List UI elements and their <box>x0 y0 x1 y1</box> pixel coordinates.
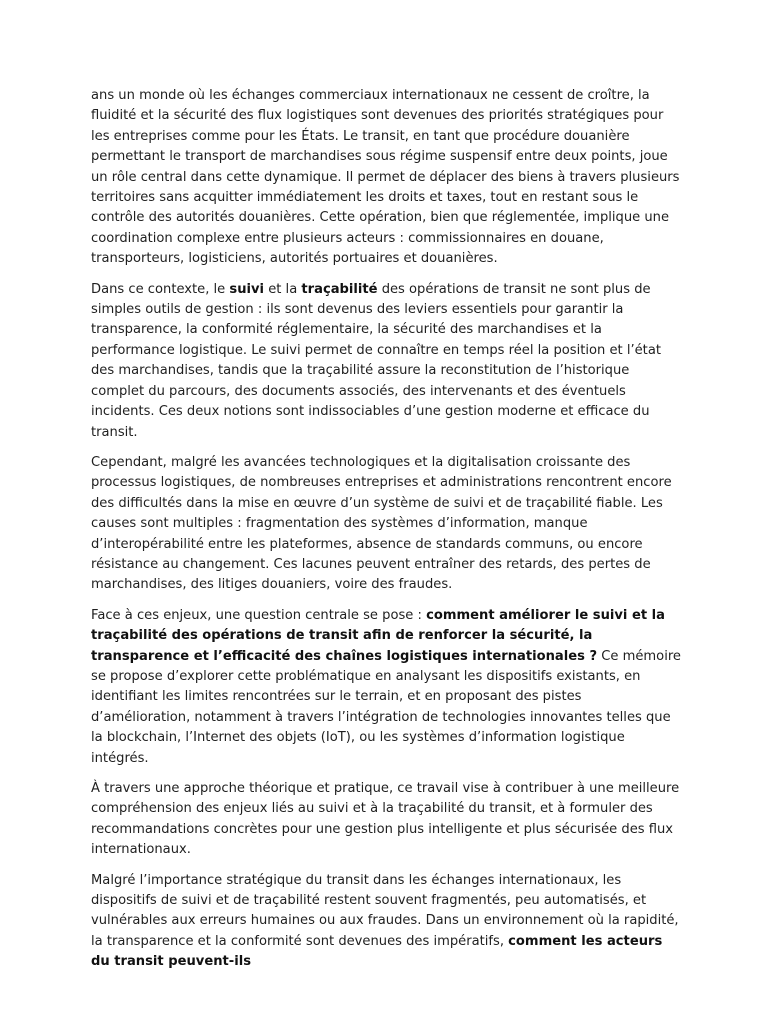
paragraph-6 <box>91 871 681 973</box>
paragraph-2 <box>91 280 681 443</box>
text-run: et la <box>264 281 302 297</box>
text-run: des opérations de transit ne sont plus de simples outils de gestion : ils sont devenus des leviers essentiels pour garantir la transparence, la conformité réglementaire, la sécurité des marchandises et la performance logistique. Le suivi permet de connaître en temps réel la position et l’état des marchandises, tandis que la traçabilité assure la reconstitution de l’historique complet du parcours, des documents associés, des intervenants et des éventuels incidents. Ces deux notions sont indissociables d’une gestion moderne et efficace du transit. <box>91 281 661 440</box>
text-run: Dans ce contexte, le <box>91 281 230 297</box>
paragraph-4 <box>91 606 681 769</box>
paragraph-1 <box>91 86 681 270</box>
bold-text-run: traçabilité <box>301 281 378 297</box>
paragraph-5 <box>91 779 681 861</box>
document-body <box>91 86 681 983</box>
text-run: Face à ces enjeux, une question centrale se pose : <box>91 607 427 623</box>
text-run: ans un monde où les échanges commerciaux internationaux ne cessent de croître, la fluidité et la sécurité des flux logistiques sont devenues des priorités stratégiques pour les entreprises comme pour les États. Le transit, en tant que procédure douanière permettant le transport de marchandises sous régime suspensif entre deux points, joue un rôle central dans cette dynamique. Il permet de déplacer des biens à travers plusieurs territoires sans acquitter immédiatement les droits et taxes, tout en restant sous le contrôle des autorités douanières. Cette opération, bien que réglementée, implique une coordination complexe entre plusieurs acteurs : commissionnaires en douane, transporteurs, logisticiens, autorités portuaires et douanières. <box>91 88 680 267</box>
text-run: Ce mémoire se propose d’explorer cette problématique en analysant les dispositifs existants, en identifiant les limites rencontrées sur le terrain, et en proposant des pistes d’amélioration, notamment à travers l’intégration de technologies innovantes telles que la blockchain, l’Internet des objets (IoT), ou les systèmes d’information logistique intégrés. <box>91 648 681 766</box>
bold-text-run: comment les acteurs du transit peuvent-ils <box>91 933 663 970</box>
bold-text-run: suivi <box>229 281 265 297</box>
paragraph-3 <box>91 453 681 596</box>
text-run: Malgré l’importance stratégique du transit dans les échanges internationaux, les dispositifs de suivi et de traçabilité restent souvent fragmentés, peu automatisés, et vulnérables aux erreurs humaines ou aux fraudes. Dans un environnement où la rapidité, la transparence et la conformité sont devenues des impératifs, <box>91 872 679 949</box>
bold-text-run: comment améliorer le suivi et la traçabilité des opérations de transit afin de renforcer la sécurité, la transparence et l’efficacité des chaînes logistiques internationales ? <box>91 607 665 664</box>
text-run: À travers une approche théorique et pratique, ce travail vise à contribuer à une meilleure compréhension des enjeux liés au suivi et à la traçabilité du transit, et à formuler des recommandations concrètes pour une gestion plus intelligente et plus sécurisée des flux internationaux. <box>91 781 680 858</box>
text-run: Cependant, malgré les avancées technologiques et la digitalisation croissante des processus logistiques, de nombreuses entreprises et administrations rencontrent encore des difficultés dans la mise en œuvre d’un système de suivi et de traçabilité fiable. Les causes sont multiples : fragmentation des systèmes d’information, manque d’interopérabilité entre les plateformes, absence de standards communs, ou encore résistance au changement. Ces lacunes peuvent entraîner des retards, des pertes de marchandises, des litiges douaniers, voire des fraudes. <box>91 454 672 593</box>
